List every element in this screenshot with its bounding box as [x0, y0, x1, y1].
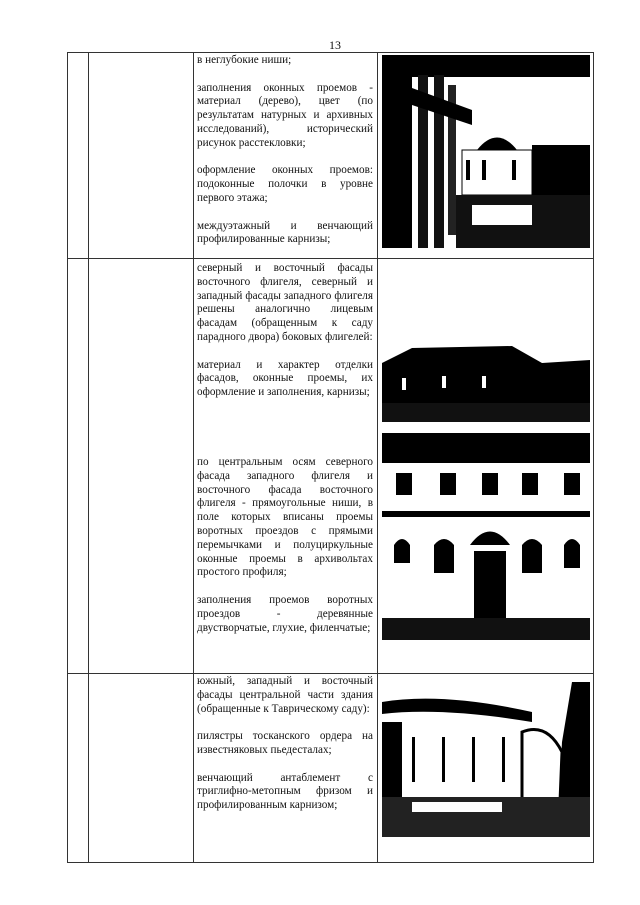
photo-wing-facade	[382, 318, 590, 422]
paragraph: в неглубокие ниши;	[197, 54, 292, 66]
table-border-top	[67, 52, 594, 53]
column-border	[377, 52, 378, 863]
paragraph: южный, западный и восточный фасады центральной части здания (обращенные к Таврическому саду):	[197, 675, 373, 715]
row-3-description	[197, 675, 373, 827]
photo-garden-facade	[382, 682, 590, 837]
paragraph: венчающий антаблемент с триглифно-метопным фризом и профилированным карнизом;	[197, 771, 373, 812]
column-border	[593, 52, 594, 863]
column-border	[67, 52, 68, 863]
row-2-description-2	[197, 456, 373, 649]
paragraph: материал и характер отделки фасадов, оконные проемы, их оформление и заполнения, карнизы;	[197, 358, 373, 399]
paragraph: заполнения оконных проемов - материал (дерево), цвет (по результатам натурных и архивных исследований), исторический рисунок расстекловки;	[197, 81, 373, 149]
paragraph: северный и восточный фасады восточного флигеля, северный и западный фасады западного флигеля решены аналогично лицевым фасадам (обращенным к саду парадного двора) боковых флигелей:	[197, 262, 373, 343]
row-divider	[67, 673, 594, 674]
paragraph: заполнения проемов воротных проездов - деревянные двустворчатые, глухие, филенчатые;	[197, 593, 373, 634]
page-number: 13	[329, 38, 341, 52]
column-border	[193, 52, 194, 863]
row-1-description	[197, 54, 373, 261]
paragraph: междуэтажный и венчающий профилированные карнизы;	[197, 219, 373, 246]
row-2-description	[197, 262, 373, 414]
photo-wing-gate-facade	[382, 433, 590, 640]
paragraph: пилястры тосканского ордера на известняковых пьедесталах;	[197, 730, 373, 756]
table-border-bottom	[67, 862, 594, 863]
column-border	[88, 52, 89, 863]
paragraph: оформление оконных проемов: подоконные полочки в уровне первого этажа;	[197, 164, 373, 204]
paragraph: по центральным осям северного фасада западного флигеля и восточного фасада восточного флигеля - прямоугольные ниши, в поле которых вписаны проемы воротных проездов с прямыми перемычками и полуциркульные оконные проемы в архивольтах простого профиля;	[197, 456, 373, 579]
photo-colonnade	[382, 55, 590, 248]
